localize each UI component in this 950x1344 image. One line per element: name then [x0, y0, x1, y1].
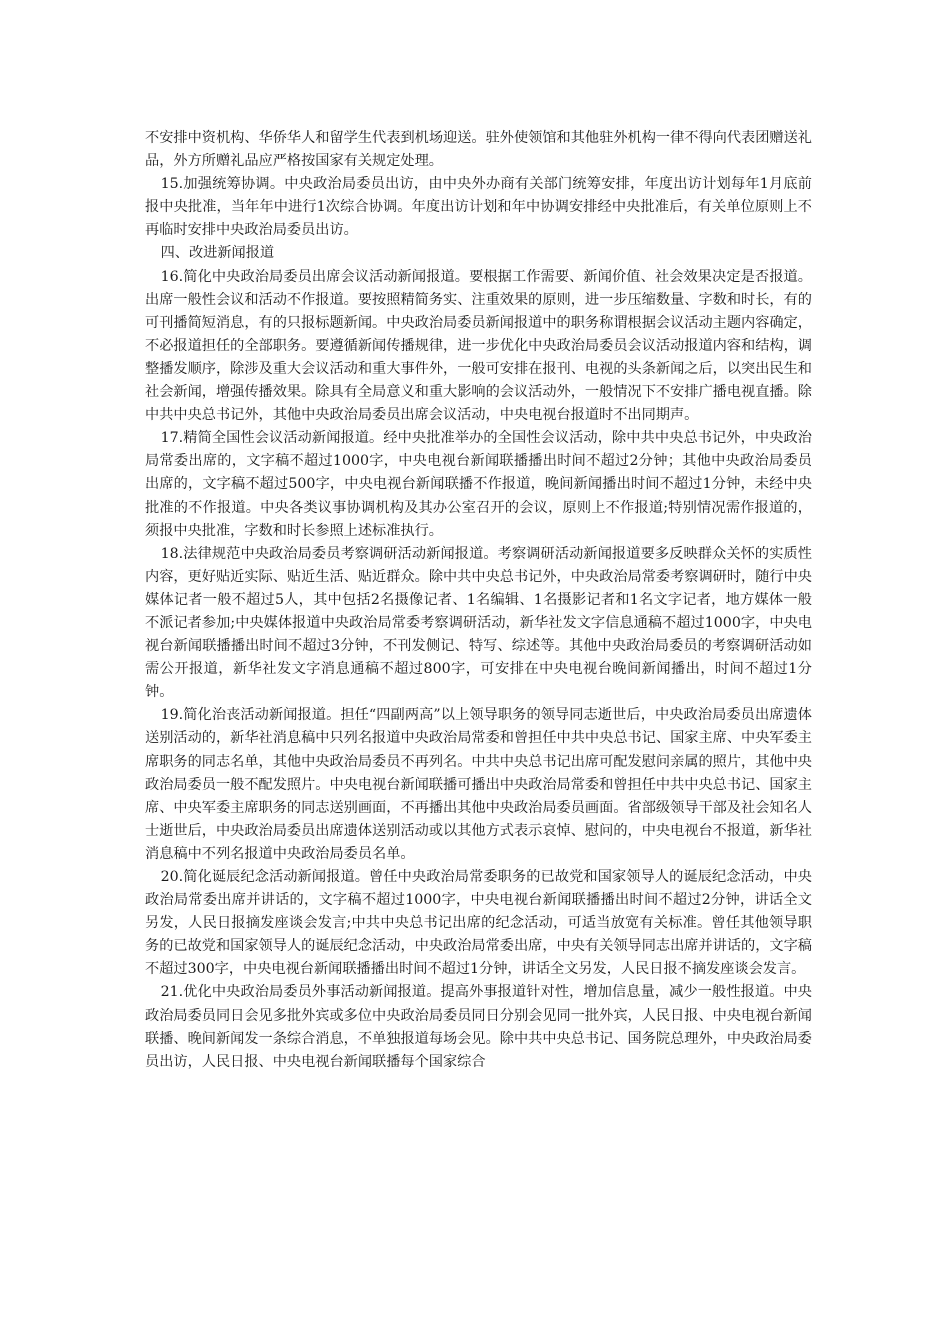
paragraph-item-19: 19.简化治丧活动新闻报道。担任“四副两高”以上领导职务的领导同志逝世后，中央政治局委员出席遗体送别活动的，新华社消息稿中只列名报道中央政治局常委和曾担任中共中央总书记、国家主席、中央军委主席职务的同志名单，其他中央政治局委员不再列名。中共中央总书记出席可配发慰问亲属的照片，其他中央政治局委员一般不配发照片。中央电视台新闻联播可播出中央政治局常委和曾担任中共中央总书记、国家主席、中央军委主席职务的同志送别画面，不再播出其他中央政治局委员画面。省部级领导干部及社会知名人士逝世后，中央政治局委员出席遗体送别活动或以其他方式表示哀悼、慰问的，中央电视台不报道，新华社消息稿中不列名报道中央政治局委员名单。 [145, 707, 812, 862]
paragraph-item-18: 18.法律规范中央政治局委员考察调研活动新闻报道。考察调研活动新闻报道要多反映群众关怀的实质性内容，更好贴近实际、贴近生活、贴近群众。除中共中央总书记外，中央政治局常委考察调研时，随行中央媒体记者一般不超过5人，其中包括2名摄像记者、1名编辑、1名摄影记者和1名文字记者，地方媒体一般不派记者参加;中央媒体报道中央政治局常委考察调研活动，新华社发文字信息通稿不超过1000字，中央电视台新闻联播播出时间不超过3分钟，不刊发侧记、特写、综述等。其他中央政治局委员的考察调研活动如需公开报道，新华社发文字消息通稿不超过800字，可安排在中央电视台晚间新闻播出，时间不超过1分钟。 [145, 545, 812, 701]
paragraph-item-15: 15.加强统筹协调。中央政治局委员出访，由中央外办商有关部门统筹安排，年度出访计划每年1月底前报中央批准，当年年中进行1次综合协调。年度出访计划和年中协调安排经中央批准后，有关单位原则上不再临时安排中央政治局委员出访。 [145, 176, 812, 239]
paragraph-intro: 不安排中资机构、华侨华人和留学生代表到机场迎送。驻外使领馆和其他驻外机构一律不得向代表团赠送礼品，外方所赠礼品应严格按国家有关规定处理。 [145, 130, 812, 170]
paragraph-item-20: 20.简化诞辰纪念活动新闻报道。曾任中央政治局常委职务的已故党和国家领导人的诞辰纪念活动，中央政治局常委出席并讲话的，文字稿不超过1000字，中央电视台新闻联播播出时间不超过2分钟，讲话全文另发，人民日报摘发座谈会发言;中共中央总书记出席的纪念活动，可适当放宽有关标准。曾任其他领导职务的已故党和国家领导人的诞辰纪念活动，中央政治局常委出席，中央有关领导同志出席并讲话的，文字稿不超过300字，中央电视台新闻联播播出时间不超过1分钟，讲话全文另发，人民日报不摘发座谈会发言。 [145, 869, 812, 978]
document-body [145, 127, 812, 1074]
section-heading: 四、改进新闻报道 [160, 245, 275, 262]
paragraph-item-21: 21.优化中央政治局委员外事活动新闻报道。提高外事报道针对性，增加信息量，减少一般性报道。中央政治局委员同日会见多批外宾或多位中央政治局委员同日分别会见同一批外宾，人民日报、中央电视台新闻联播、晚间新闻发一条综合消息，不单独报道每场会见。除中共中央总书记、国务院总理外，中央政治局委员出访，人民日报、中央电视台新闻联播每个国家综合 [145, 984, 812, 1070]
paragraph-item-16: 16.简化中央政治局委员出席会议活动新闻报道。要根据工作需要、新闻价值、社会效果决定是否报道。出席一般性会议和活动不作报道。要按照精简务实、注重效果的原则，进一步压缩数量、字数和时长，有的可刊播简短消息，有的只报标题新闻。中央政治局委员新闻报道中的职务称谓根据会议活动主题内容确定，不必报道担任的全部职务。要遵循新闻传播规律，进一步优化中央政治局委员会议活动报道内容和结构，调整播发顺序，除涉及重大会议活动和重大事件外，一般可安排在报刊、电视的头条新闻之后，以突出民生和社会新闻，增强传播效果。除具有全局意义和重大影响的会议活动外，一般情况下不安排广播电视直播。除中共中央总书记外，其他中央政治局委员出席会议活动，中央电视台报道时不出同期声。 [145, 268, 812, 424]
paragraph-item-17: 17.精简全国性会议活动新闻报道。经中央批准举办的全国性会议活动，除中共中央总书记外，中央政治局常委出席的，文字稿不超过1000字，中央电视台新闻联播播出时间不超过2分钟；其他中央政治局委员出席的，文字稿不超过500字，中央电视台新闻联播不作报道，晚间新闻播出时间不超过1分钟，未经中央批准的不作报道。中央各类议事协调机构及其办公室召开的会议，原则上不作报道;特别情况需作报道的，须报中央批准，字数和时长参照上述标准执行。 [145, 430, 812, 539]
